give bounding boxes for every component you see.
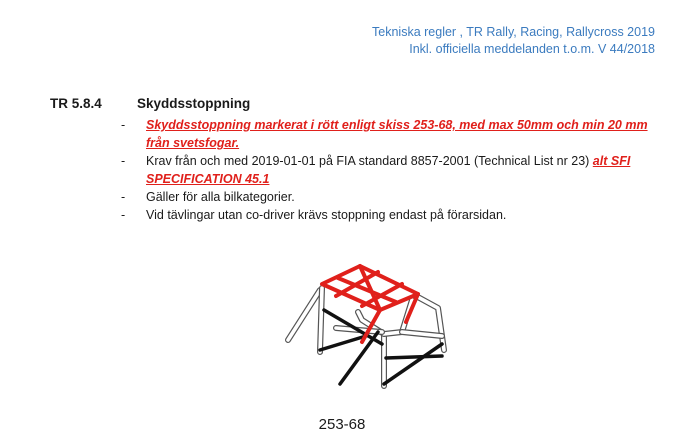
bullet-dash: - [121, 154, 126, 168]
requirements-list [121, 116, 651, 224]
list-item [121, 152, 651, 188]
header-line-2: Inkl. officiella meddelanden t.o.m. V 44/2018 [409, 42, 655, 56]
category-scope-text: Gäller för alla bilkategorier. [146, 190, 295, 204]
bullet-dash: - [121, 190, 126, 204]
brace-left-lower [320, 336, 366, 350]
figure-caption: 253-68 [318, 416, 366, 433]
list-item [121, 188, 651, 206]
bullet-dash: - [121, 208, 126, 222]
co-driver-text: Vid tävlingar utan co-driver krävs stoppning endast på förarsidan. [146, 208, 507, 222]
fia-standard-text: Krav från och med 2019-01-01 på FIA standard 8857-2001 (Technical List nr 23) [146, 154, 593, 168]
sfi-specification-text: alt SFI SPECIFICATION 45.1 [146, 154, 631, 186]
roll-cage-sketch [266, 252, 466, 402]
brace-right-x-2 [386, 356, 442, 358]
section-title: Skyddsstoppning [137, 96, 251, 111]
red-requirement-text: Skyddsstoppning markerat i rött enligt skiss 253-68, med max 50mm och min 20 mm från svetsfogar. [146, 118, 648, 150]
brace-right-x-1 [384, 344, 442, 384]
list-item [121, 206, 651, 224]
section-number: TR 5.8.4 [50, 96, 102, 111]
list-item [121, 116, 651, 152]
header-line-1: Tekniska regler , TR Rally, Racing, Rallycross 2019 [372, 25, 655, 39]
bullet-dash: - [121, 118, 126, 132]
document-header [372, 24, 655, 58]
